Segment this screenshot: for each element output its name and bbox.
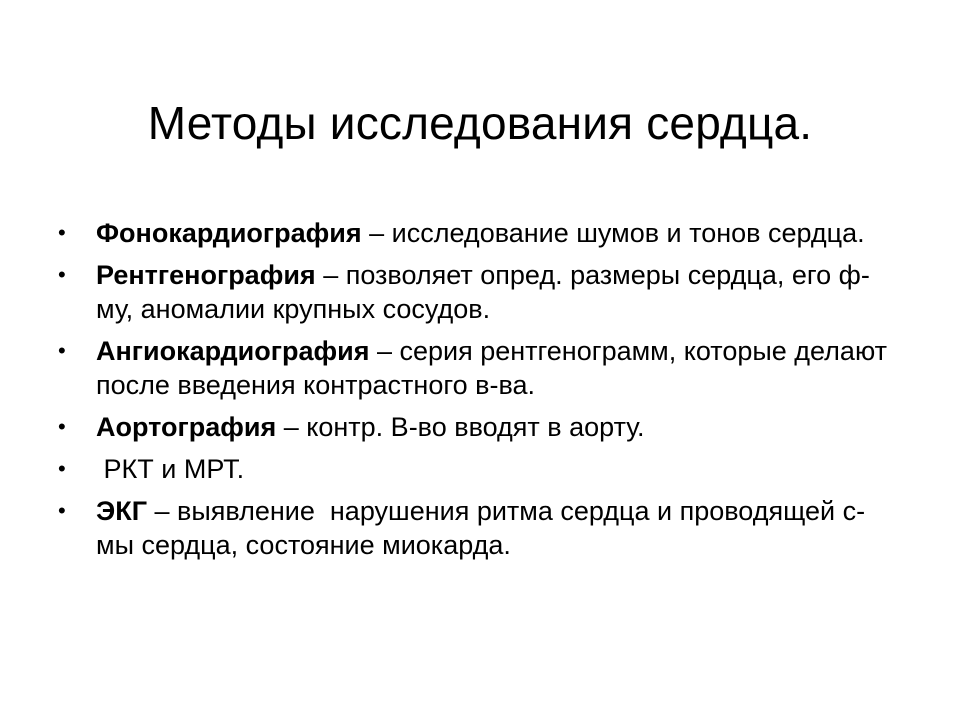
bullet-icon: • <box>58 498 66 523</box>
bullet-text: РКТ и МРТ. <box>96 454 245 484</box>
bullet-list <box>58 216 898 570</box>
list-item <box>58 494 898 562</box>
list-item <box>58 258 898 326</box>
slide-title: Методы исследования сердца. <box>147 96 813 149</box>
list-item <box>58 452 898 486</box>
list-item <box>58 410 898 444</box>
bullet-term: Рентгенография <box>96 260 316 290</box>
bullet-icon: • <box>58 414 66 439</box>
bullet-icon: • <box>58 220 66 245</box>
bullet-term: Аортография <box>96 412 277 442</box>
bullet-text: – исследование шумов и тонов сердца. <box>361 218 865 248</box>
bullet-text: – выявление нарушения ритма сердца и проводящей с-мы сердца, состояние миокарда. <box>96 496 866 560</box>
bullet-text: – позволяет опред. размеры сердца, его ф-му, аномалии крупных сосудов. <box>96 260 870 324</box>
bullet-text: – контр. В-во вводят в аорту. <box>276 412 645 442</box>
bullet-term: ЭКГ <box>96 496 147 526</box>
bullet-icon: • <box>58 262 66 287</box>
bullet-icon: • <box>58 338 66 363</box>
list-item <box>58 334 898 402</box>
bullet-term: Ангиокардиография <box>96 336 370 366</box>
bullet-icon: • <box>58 456 66 481</box>
bullet-term: Фонокардиография <box>96 218 362 248</box>
list-item <box>58 216 898 250</box>
bullet-text: – серия рентгенограмм, которые делают после введения контрастного в-ва. <box>96 336 895 400</box>
